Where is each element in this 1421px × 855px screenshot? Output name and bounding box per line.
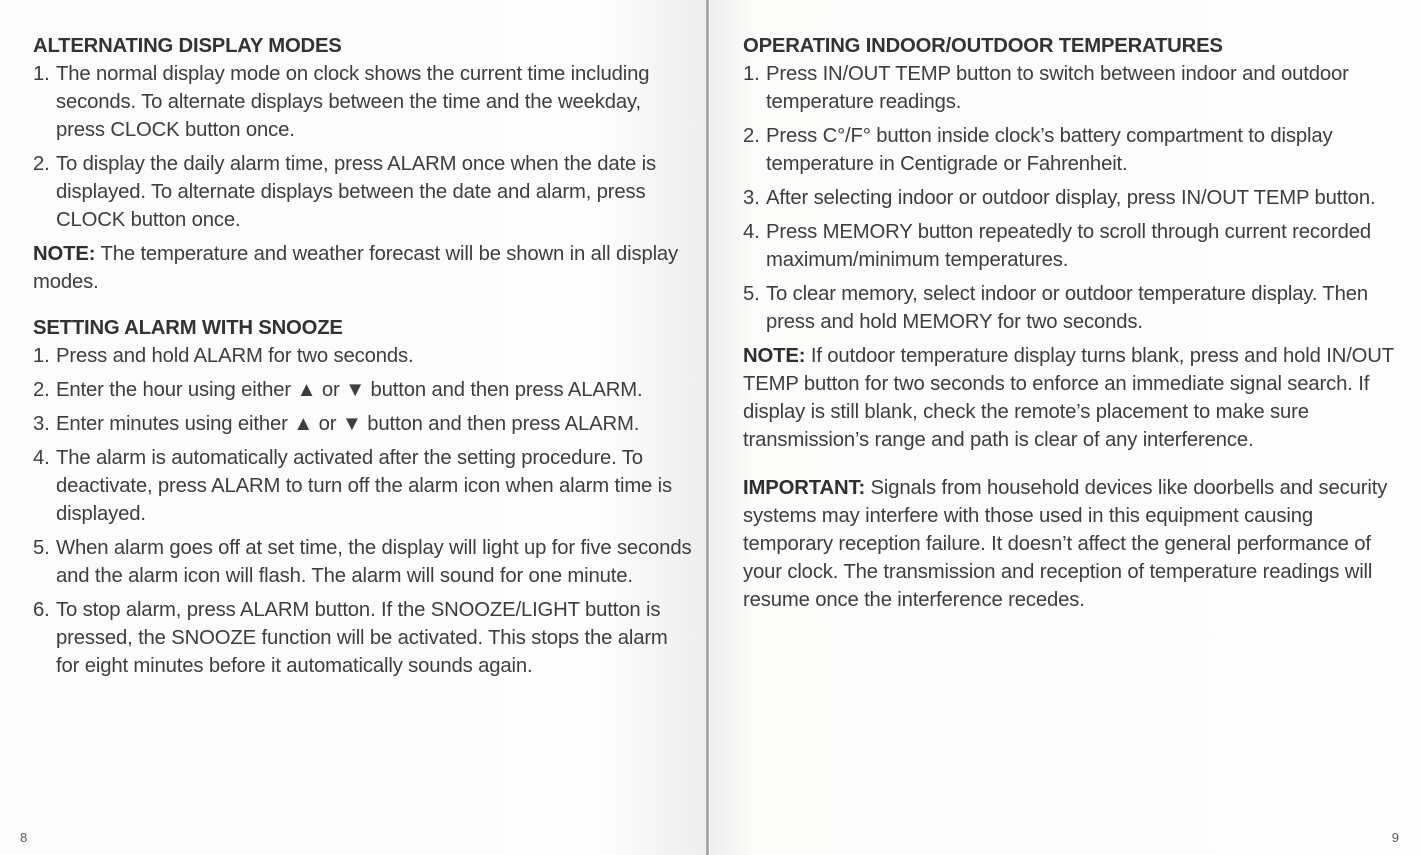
item-text: Enter minutes using either ▲ or ▼ button and then press ALARM.: [56, 413, 640, 435]
heading-setting-alarm-with-snooze: SETTING ALARM WITH SNOOZE: [33, 317, 343, 339]
list-item: [743, 122, 1403, 178]
note-text: The temperature and weather forecast will be shown in all display modes.: [33, 243, 679, 293]
item-number: 4.: [743, 221, 760, 243]
list-item: [33, 444, 693, 528]
item-number: 1.: [33, 63, 50, 85]
important-label: IMPORTANT:: [743, 477, 866, 499]
temperature-list: [743, 60, 1403, 336]
heading-operating-temperatures: OPERATING INDOOR/OUTDOOR TEMPERATURES: [743, 35, 1223, 57]
item-text: To clear memory, select indoor or outdoor temperature display. Then press and hold MEMORY for two seconds.: [766, 283, 1369, 333]
item-text: Enter the hour using either ▲ or ▼ button and then press ALARM.: [56, 379, 643, 401]
note-label: NOTE:: [33, 243, 96, 265]
item-text: To display the daily alarm time, press ALARM once when the date is displayed. To alternate displays between the date and alarm, press CLOCK button once.: [56, 153, 656, 231]
item-text: The alarm is automatically activated after the setting procedure. To deactivate, press ALARM to turn off the alarm icon when alarm time is displayed.: [56, 447, 673, 525]
page-number-right: 9: [1391, 830, 1399, 845]
heading-alternating-display-modes: ALTERNATING DISPLAY MODES: [33, 35, 342, 57]
item-text: To stop alarm, press ALARM button. If the SNOOZE/LIGHT button is pressed, the SNOOZE function will be activated. This stops the alarm for eight minutes before it automatically sounds again.: [56, 599, 668, 677]
item-number: 1.: [743, 63, 760, 85]
item-number: 1.: [33, 345, 50, 367]
list-item: [33, 60, 693, 144]
item-text: Press IN/OUT TEMP button to switch between indoor and outdoor temperature readings.: [766, 63, 1349, 113]
note-display-modes: [33, 240, 693, 296]
item-number: 2.: [33, 153, 50, 175]
list-item: [743, 218, 1403, 274]
right-page: [710, 0, 1421, 855]
item-number: 3.: [33, 413, 50, 435]
display-modes-list: [33, 60, 693, 234]
note-outdoor-blank: [743, 342, 1403, 454]
item-number: 2.: [33, 379, 50, 401]
item-text: Press C°/F° button inside clock’s battery compartment to display temperature in Centigrade or Fahrenheit.: [766, 125, 1333, 175]
left-page-content: [33, 32, 693, 686]
item-number: 5.: [743, 283, 760, 305]
item-text: After selecting indoor or outdoor display, press IN/OUT TEMP button.: [766, 187, 1376, 209]
item-text: Press MEMORY button repeatedly to scroll through current recorded maximum/minimum temperatures.: [766, 221, 1371, 271]
alarm-setting-list: [33, 342, 693, 680]
book-spine-divider: [706, 0, 709, 855]
item-text: Press and hold ALARM for two seconds.: [56, 345, 414, 367]
item-text: When alarm goes off at set time, the display will light up for five seconds and the alarm icon will flash. The alarm will sound for one minute.: [56, 537, 692, 587]
note-text: If outdoor temperature display turns blank, press and hold IN/OUT TEMP button for two seconds to enforce an immediate signal search. If display is still blank, check the remote’s placement to make sure transmission’s range and path is clear of any interference.: [743, 345, 1394, 451]
item-number: 2.: [743, 125, 760, 147]
list-item: [33, 342, 693, 370]
list-item: [743, 60, 1403, 116]
item-number: 4.: [33, 447, 50, 469]
list-item: [743, 280, 1403, 336]
list-item: [33, 410, 693, 438]
item-number: 5.: [33, 537, 50, 559]
page-number-left: 8: [20, 830, 28, 845]
list-item: [33, 150, 693, 234]
left-page: [0, 0, 708, 855]
list-item: [33, 376, 693, 404]
list-item: [743, 184, 1403, 212]
item-number: 6.: [33, 599, 50, 621]
list-item: [33, 596, 693, 680]
important-text: Signals from household devices like doorbells and security systems may interfere with those used in this equipment causing temporary reception failure. It doesn’t affect the general performance of your clock. The transmission and reception of temperature readings will resume once the interference recedes.: [743, 477, 1388, 611]
note-label: NOTE:: [743, 345, 806, 367]
right-page-content: [743, 32, 1403, 614]
item-text: The normal display mode on clock shows the current time including seconds. To alternate displays between the time and the weekday, press CLOCK button once.: [56, 63, 650, 141]
important-interference: [743, 474, 1403, 614]
item-number: 3.: [743, 187, 760, 209]
list-item: [33, 534, 693, 590]
